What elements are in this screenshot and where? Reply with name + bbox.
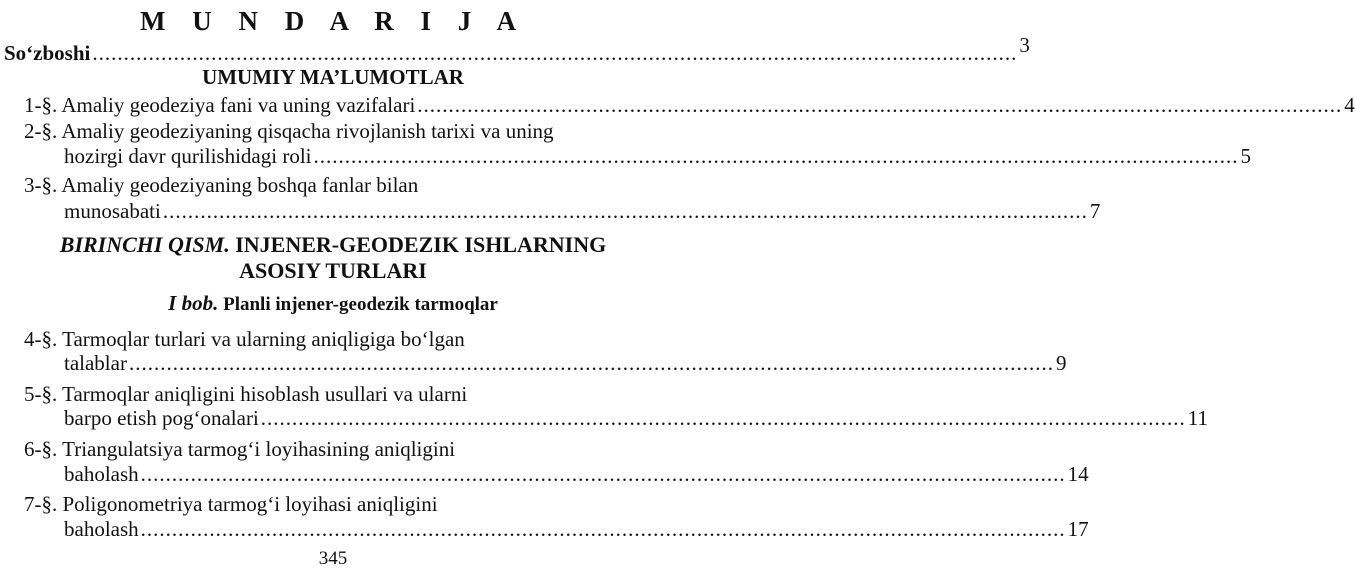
toc-entry-2-line1 bbox=[24, 118, 690, 144]
part-title: INJENER-GEODEZIK ISHLARNING bbox=[235, 232, 607, 257]
entry-title-cont: talablar bbox=[64, 351, 127, 375]
entry-title-cont: baholash bbox=[64, 517, 139, 541]
entry-title-cont: baholash bbox=[64, 462, 139, 486]
entry-number: 1-§. bbox=[24, 93, 58, 117]
toc-entry-4-line2 bbox=[64, 350, 1067, 376]
entry-title: Tarmoqlar aniqligini hisoblash usullari va ularni bbox=[62, 382, 468, 406]
leader-dots: .................................................................................................................................................... bbox=[140, 462, 1066, 486]
entry-page: 9 bbox=[1055, 351, 1067, 375]
page-title: M U N D A R I J A bbox=[139, 6, 526, 36]
entry-number: 5-§. bbox=[24, 382, 58, 406]
toc-entry-4-line1 bbox=[24, 326, 690, 352]
leader-dots: .................................................................................................................................................... bbox=[128, 351, 1054, 375]
toc-entry-7-line1 bbox=[24, 491, 690, 517]
toc-entry-1 bbox=[24, 92, 1355, 118]
entry-page: 11 bbox=[1187, 406, 1209, 430]
entry-page: 5 bbox=[1240, 144, 1251, 168]
entry-title-cont: barpo etish pog‘onalari bbox=[64, 406, 259, 430]
entry-title-cont: munosabati bbox=[64, 199, 161, 223]
leader-dots: .................................................................................................................................................... bbox=[92, 41, 1018, 65]
chapter-title: Planli injener-geodezik tarmoqlar bbox=[223, 294, 498, 315]
entry-page: 14 bbox=[1067, 462, 1089, 486]
entry-number: 4-§. bbox=[24, 327, 58, 351]
entry-title-cont: hozirgi davr qurilishidagi roli bbox=[64, 144, 312, 168]
chapter-heading bbox=[0, 290, 666, 318]
part-label: BIRINCHI QISM. bbox=[59, 232, 230, 257]
toc-entry-2-line2 bbox=[64, 143, 1251, 169]
page-number: 345 bbox=[318, 548, 348, 569]
entry-number: 6-§. bbox=[24, 437, 58, 461]
toc-entry-6-line2 bbox=[64, 461, 1089, 487]
entry-title: Tarmoqlar turlari va ularning aniqligiga bo‘lgan bbox=[62, 327, 465, 351]
leader-dots: .................................................................................................................................................... bbox=[162, 199, 1088, 223]
leader-dots: .................................................................................................................................................... bbox=[313, 144, 1239, 168]
leader-dots: .................................................................................................................................................... bbox=[260, 406, 1186, 430]
toc-intro-row bbox=[4, 33, 1030, 66]
entry-title: Amaliy geodeziyaning boshqa fanlar bilan bbox=[61, 173, 419, 197]
intro-label: So‘zboshi bbox=[4, 41, 91, 65]
intro-page: 3 bbox=[1019, 33, 1030, 57]
section1-heading: UMUMIY MA’LUMOTLAR bbox=[202, 65, 464, 89]
entry-number: 2-§. bbox=[24, 119, 58, 143]
toc-entry-3-line1 bbox=[24, 172, 690, 198]
entry-number: 7-§. bbox=[24, 492, 58, 516]
leader-dots: .................................................................................................................................................... bbox=[140, 517, 1066, 541]
part-heading-line2: ASOSIY TURLARI bbox=[239, 258, 427, 283]
entry-page: 17 bbox=[1067, 517, 1089, 541]
part-heading-line1 bbox=[0, 232, 666, 258]
toc-entry-5-line2 bbox=[64, 405, 1209, 431]
entry-title: Poligonometriya tarmog‘i loyihasi aniqligini bbox=[62, 492, 438, 516]
chapter-label: I bob. bbox=[168, 291, 219, 315]
entry-page: 4 bbox=[1344, 93, 1355, 117]
entry-title: Amaliy geodeziya fani va uning vazifalari bbox=[61, 93, 416, 117]
leader-dots: .................................................................................................................................................... bbox=[417, 93, 1343, 117]
toc-entry-6-line1 bbox=[24, 436, 690, 462]
toc-entry-7-line2 bbox=[64, 516, 1089, 542]
entry-title: Triangulatsiya tarmog‘i loyihasining aniqligini bbox=[62, 437, 456, 461]
toc-entry-3-line2 bbox=[64, 198, 1101, 224]
entry-page: 7 bbox=[1089, 199, 1101, 223]
entry-number: 3-§. bbox=[24, 173, 58, 197]
toc-entry-5-line1 bbox=[24, 381, 690, 407]
entry-title: Amaliy geodeziyaning qisqacha rivojlanish tarixi va uning bbox=[61, 119, 554, 143]
